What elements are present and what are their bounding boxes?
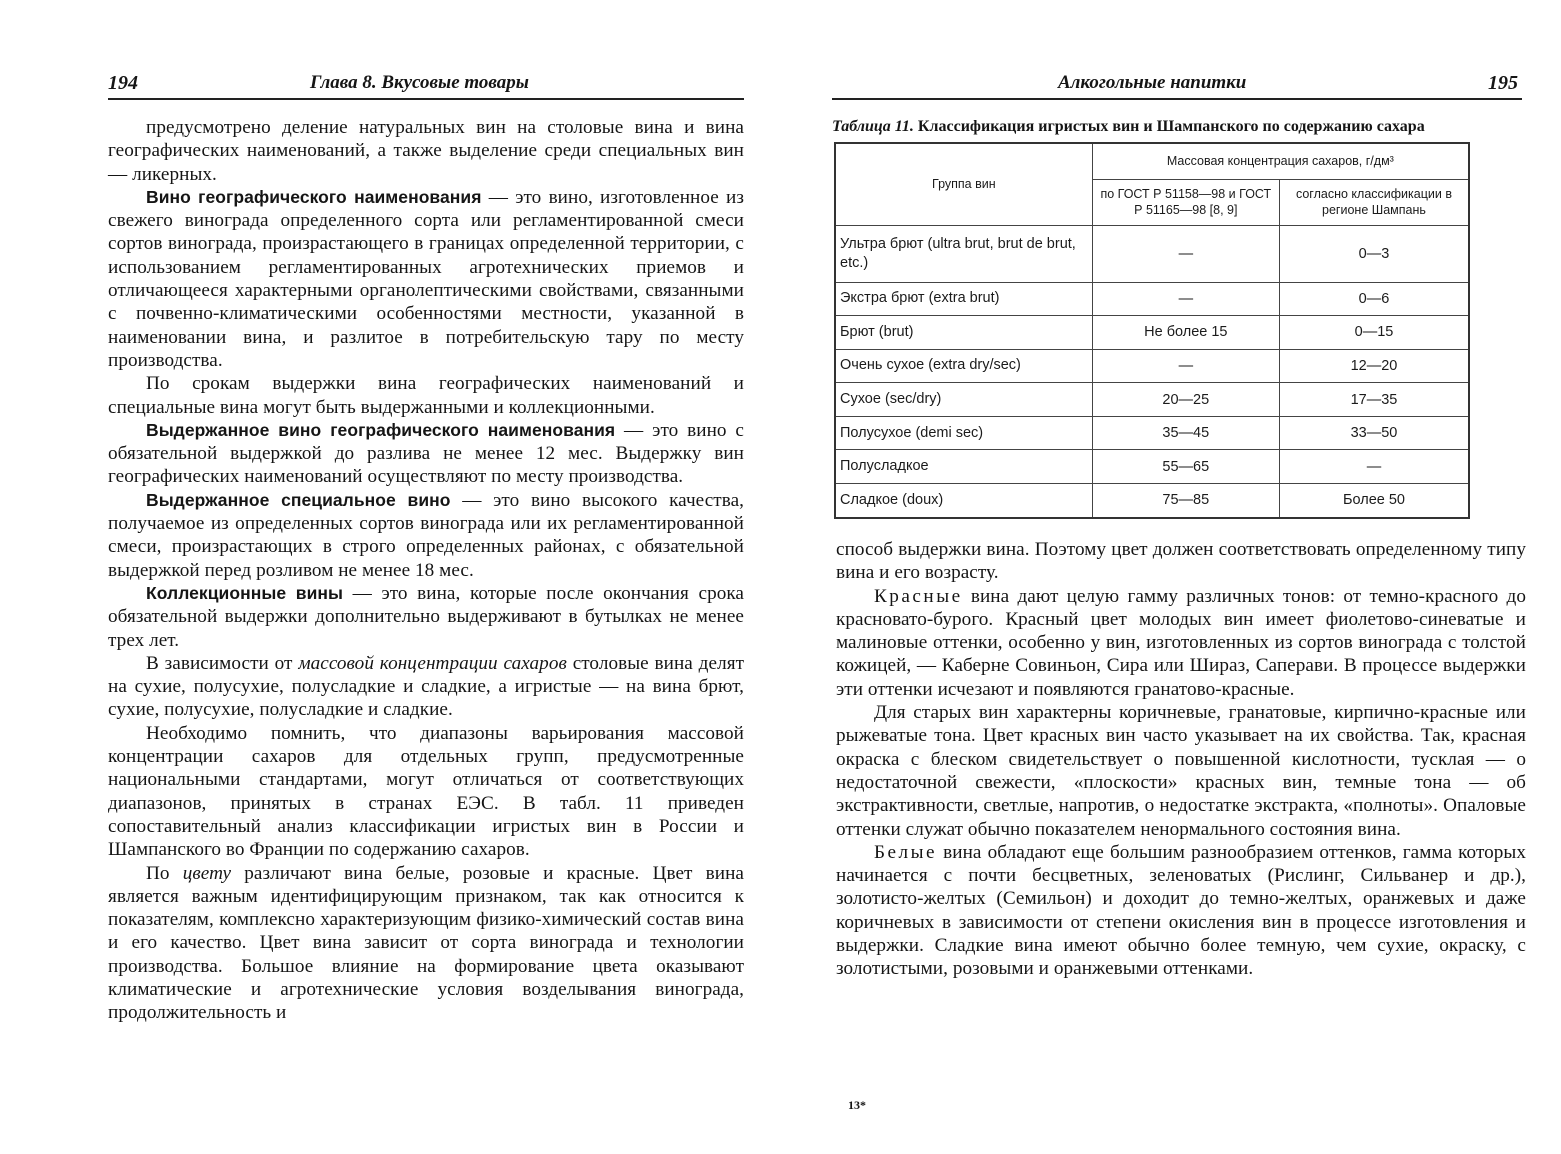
running-head-title-right: Алкогольные напитки — [1058, 72, 1247, 93]
page-number-right: 195 — [1488, 72, 1518, 94]
paragraph-text: — это вино с обязательной выдержкой до разлива не менее 12 мес. Выдержку вин географических наименований осуществляют по месту производства. — [108, 419, 744, 488]
paragraph-text: Для старых вин характерны коричневые, гранатовые, кирпично-красные или рыжеватые тона. Цвет красных вин часто указывает на их свойства. Так, красная окраска с блеском свидетельствует о повышенной кислотности, тусклая — о недостаточной свежести, «плоскости» красных вин, темные тона — об экстрактивности, светлые, напротив, о недостатке экстракта, «полноты». Опаловые оттенки служат обычно показателем ненормального состояния вина. — [836, 702, 1526, 840]
cell-champagne: 0—3 — [1279, 225, 1469, 282]
cell-champagne: 12—20 — [1279, 349, 1469, 383]
paragraph — [108, 489, 744, 582]
cell-gost: — — [1092, 282, 1279, 316]
paragraph-spaced-term: Белые — [874, 841, 938, 863]
paragraph-lead: В зависимости от — [146, 652, 299, 674]
paragraph — [108, 419, 744, 489]
paragraph-text: различают вина белые, розовые и красные. Цвет вина является важным идентифицирующим признаком, так как относится к показателям, комплексно характеризующим физико-химический состав вина и его качество. Цвет вина зависит от сорта винограда и технологии производства. Большое влияние на формирование цвета оказывают климатические и агротехнические условия возделывания винограда, продолжительность и — [108, 862, 744, 1024]
left-page — [0, 0, 780, 1154]
cell-champagne: — — [1279, 450, 1469, 484]
paragraph — [108, 372, 744, 419]
cell-champagne: Более 50 — [1279, 484, 1469, 518]
paragraph — [836, 538, 1526, 585]
cell-gost: Не более 15 — [1092, 316, 1279, 350]
cell-gost: — — [1092, 225, 1279, 282]
table-row — [835, 316, 1469, 350]
paragraph — [108, 652, 744, 722]
paragraph — [108, 116, 744, 186]
left-body-text — [108, 116, 744, 1025]
cell-group: Сладкое (doux) — [835, 484, 1092, 518]
page-number-left: 194 — [108, 72, 138, 94]
paragraph-text: вина обладают еще большим разнообразием оттенков, гамма которых начинается с почти бесцветных, зеленоватых (Рислинг, Сильванер и др.), золотисто-желтых (Семильон) и доходит до темно-желтых, оранжевых и даже коричневых в зависимости от степени окисления вин в процессе изготовления и выдержки. Сладкие вина имеют обычно более темную, чем сухие, окраску, с золотистыми, розовыми и оранжевыми оттенками. — [836, 841, 1526, 980]
paragraph-text: вина дают целую гамму различных тонов: от темно-красного до красновато-бурого. Красный цвет молодых вин имеет фиолетово-синеватые и малиновые оттенки, особенно у вин, изготовленных из сортов винограда с толстой кожицей, — Каберне Совиньон, Сира или Шираз, Саперави. В процессе выдержки эти оттенки исчезают и появляются гранатово-красные. — [836, 585, 1526, 700]
table-row — [835, 349, 1469, 383]
paragraph-text: столовые вина делят на сухие, полусухие, полусладкие и сладкие, а игристые — на вина брют, сухие, полусухие, полусладкие и сладкие. — [108, 652, 744, 721]
signature-mark: 13* — [848, 1098, 866, 1112]
running-header-right — [832, 70, 1522, 100]
paragraph — [836, 585, 1526, 701]
right-body-text — [836, 538, 1526, 981]
cell-group: Полусухое (demi sec) — [835, 416, 1092, 450]
paragraph — [836, 841, 1526, 981]
cell-group: Ультра брют (ultra brut, brut de brut, etc.) — [835, 225, 1092, 282]
cell-group: Брют (brut) — [835, 316, 1092, 350]
cell-gost: — — [1092, 349, 1279, 383]
header-champagne: согласно классификации в регионе Шампань — [1279, 179, 1469, 225]
paragraph-term: Вино географического наименования — [146, 186, 482, 207]
table-row — [835, 416, 1469, 450]
paragraph — [836, 701, 1526, 841]
paragraph-text: предусмотрено деление натуральных вин на столовые вина и вина географических наименований, а также выделение среди специальных вин — ликерных. — [108, 117, 744, 185]
paragraph-text: Необходимо помнить, что диапазоны варьирования массовой концентрации сахаров для отдельных групп, предусмотренные национальными стандартами, могут отличаться от соответствующих диапазонов, принятых в странах ЕЭС. В табл. 11 приведен сопоставительный анализ классификации игристых вин в России и Шампанского во Франции по содержанию сахаров. — [108, 722, 744, 861]
paragraph-text: — это вина, которые после окончания срока обязательной выдержки дополнительно выдерживают в бутылках не менее трех лет. — [108, 582, 745, 651]
cell-group: Полусладкое — [835, 450, 1092, 484]
cell-champagne: 17—35 — [1279, 383, 1469, 417]
header-concentration: Массовая концентрация сахаров, г/дм³ — [1092, 143, 1469, 179]
paragraph-term: Выдержанное специальное вино — [146, 489, 451, 510]
table-body — [835, 225, 1469, 518]
cell-group: Сухое (sec/dry) — [835, 383, 1092, 417]
paragraph — [108, 862, 744, 1025]
paragraph-text: — это вино, изготовленное из свежего винограда определенного сорта или регламентированной смеси сортов винограда, произрастающего в границах определенной территории, с использованием регламентированных агротехнических приемов и отличающееся характерными органолептическими свойствами, связанными с почвенно-климатическими особенностями местности, указанной в наименовании вина, и разлитое в потребительскую тару по месту производства. — [108, 186, 744, 371]
table-row — [835, 282, 1469, 316]
paragraph-spaced-term: Красные — [874, 585, 963, 607]
running-header-left — [108, 70, 744, 100]
paragraph — [108, 582, 744, 652]
paragraph-lead: По — [146, 862, 183, 884]
paragraph-text: По срокам выдержки вина географических наименований и специальные вина могут быть выдержанными и коллекционными. — [108, 373, 744, 418]
header-gost: по ГОСТ Р 51158—98 и ГОСТ Р 51165—98 [8, 9] — [1092, 179, 1279, 225]
cell-gost: 20—25 — [1092, 383, 1279, 417]
table-row — [835, 484, 1469, 518]
cell-gost: 35—45 — [1092, 416, 1279, 450]
cell-gost: 75—85 — [1092, 484, 1279, 518]
cell-group: Экстра брют (extra brut) — [835, 282, 1092, 316]
paragraph-term: Коллекционные вины — [146, 582, 344, 603]
cell-champagne: 33—50 — [1279, 416, 1469, 450]
header-group: Группа вин — [835, 143, 1092, 225]
cell-champagne: 0—15 — [1279, 316, 1469, 350]
cell-champagne: 0—6 — [1279, 282, 1469, 316]
cell-group: Очень сухое (extra dry/sec) — [835, 349, 1092, 383]
paragraph — [108, 722, 744, 862]
paragraph-emphasis: массовой концентрации сахаров — [298, 652, 567, 674]
paragraph-text: — это вино высокого качества, получаемое из определенных сортов винограда или их регламентированной смеси, произрастающих в строго определенных районах, с обязательной выдержкой перед розливом не менее 18 мес. — [108, 489, 744, 581]
table-row — [835, 450, 1469, 484]
paragraph — [108, 186, 744, 372]
right-page — [780, 0, 1561, 1154]
paragraph-text: способ выдержки вина. Поэтому цвет должен соответствовать определенному типу вина и его возрасту. — [836, 539, 1526, 584]
cell-gost: 55—65 — [1092, 450, 1279, 484]
paragraph-emphasis: цвету — [182, 862, 232, 884]
table-row — [835, 225, 1469, 282]
table-caption — [832, 118, 1532, 136]
sugar-classification-table — [834, 142, 1470, 519]
running-head-title-left: Глава 8. Вкусовые товары — [310, 72, 529, 93]
table-caption-text: Классификация игристых вин и Шампанского по содержанию сахара — [913, 118, 1425, 135]
table-caption-label: Таблица 11. — [832, 118, 914, 135]
table-row — [835, 383, 1469, 417]
paragraph-term: Выдержанное вино географического наименования — [146, 419, 616, 440]
